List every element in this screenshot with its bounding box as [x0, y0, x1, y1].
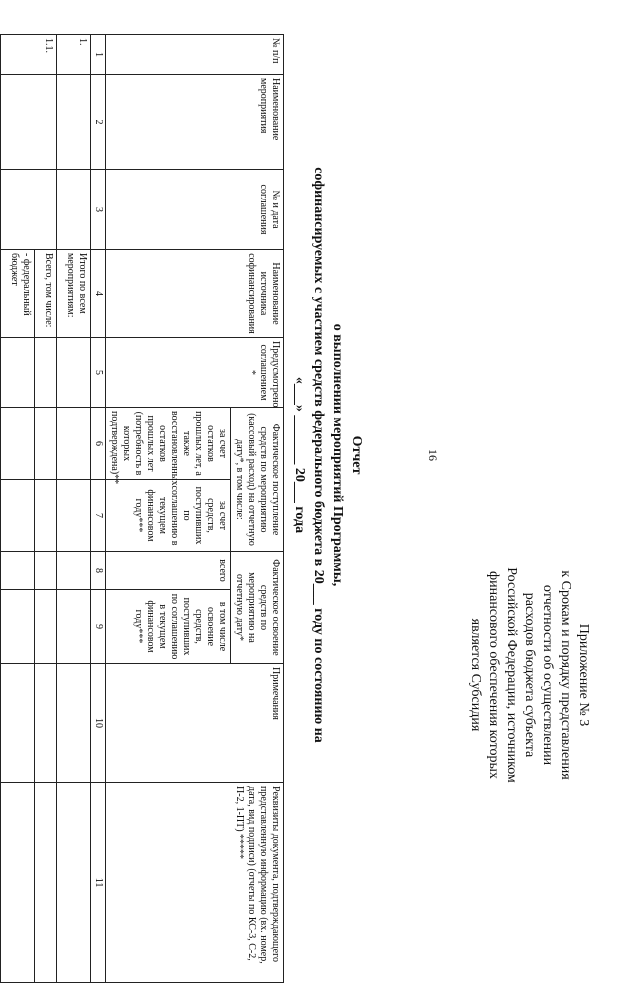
appendix-line: отчетности об осуществлении	[540, 584, 555, 766]
column-number: 4	[91, 250, 106, 338]
header-cell-planned: Предусмотрено соглашением *	[106, 338, 284, 408]
header-cell-prior-balances: за счет остатков прошлых лет, а также восстановленных остатков прошлых лет (потребность в которых подтверждена)**	[106, 408, 231, 480]
column-number: 11	[91, 783, 106, 983]
table-cell	[0, 590, 1, 664]
table-cell	[57, 590, 91, 664]
table-cell	[0, 664, 1, 783]
table-cell	[1, 783, 35, 983]
report-table	[0, 34, 284, 983]
appendix-line: Российской Федерации, источником	[504, 567, 519, 783]
header-cell-actual-receipt: Фактическое поступление средств по мероприятию (кассовый расход) на отчетную дату*, в том числе:	[231, 408, 284, 552]
table-cell	[57, 408, 91, 480]
table-cell	[35, 664, 57, 783]
table-cell	[1, 590, 35, 664]
table-cell	[1, 552, 35, 590]
column-number: 9	[91, 590, 106, 664]
column-number: 10	[91, 664, 106, 783]
column-number: 7	[91, 480, 106, 552]
header-cell-source: Наименование источника софинансирования	[106, 250, 284, 338]
table-cell	[57, 75, 91, 170]
header-cell-document: Реквизиты документа, подтверждающего представленную информацию (вх. номер, дата, вид подписи) (отчеты по КС-3, С-2, П-2, 1-ПТ) *****	[106, 783, 284, 983]
table-cell	[0, 783, 1, 983]
header-cell-current-use: в том числе освоение средств, поступивших по соглашению в текущем финансовом году***	[106, 590, 231, 664]
header-cell-agreement: № и дата соглашения	[106, 170, 284, 250]
header-cell-actual-use: Фактическое освоение средств по мероприятию на отчетную дату*	[231, 552, 284, 664]
row-source: Итого по всем мероприятиям:	[57, 250, 91, 338]
appendix-block	[466, 525, 592, 825]
table-cell	[1, 338, 35, 408]
table-cell	[0, 408, 1, 480]
column-number: 1	[91, 35, 106, 75]
table-cell	[57, 783, 91, 983]
report-date-line: «___» _______ 20___ года	[292, 376, 307, 534]
appendix-line: финансового обеспечения которых	[486, 571, 501, 779]
table-cell	[57, 170, 91, 250]
table-cell	[57, 552, 91, 590]
table-cell	[35, 590, 57, 664]
table-cell	[0, 75, 1, 170]
column-number: 3	[91, 170, 106, 250]
header-cell-current-receipts: за счет средств, поступивших по соглашению в текущем финансовом году***	[106, 480, 231, 552]
row-source: Всего, том числе:	[35, 250, 57, 338]
header-cell-number: № п/п	[106, 35, 284, 75]
page-number: 16	[426, 449, 440, 461]
table-row	[0, 35, 1, 983]
table-cell	[35, 783, 57, 983]
header-cell-event-name: Наименование мероприятия	[106, 75, 284, 170]
table-cell	[35, 552, 57, 590]
appendix-line: к Срокам и порядку представления	[558, 570, 573, 780]
table-cell	[1, 480, 35, 552]
table-cell	[1, 408, 35, 480]
report-subtitle-line1: о выполнении мероприятий Программы,	[330, 323, 345, 587]
row-number: 1.	[57, 35, 91, 75]
column-number: 8	[91, 552, 106, 590]
table-cell	[1, 664, 35, 783]
appendix-line: является Субсидия	[468, 618, 483, 732]
header-cell-total: всего	[106, 552, 231, 590]
table-cell	[35, 338, 57, 408]
table-cell	[57, 664, 91, 783]
column-number: 2	[91, 75, 106, 170]
column-number: 5	[91, 338, 106, 408]
appendix-line: Приложение № 3	[576, 623, 591, 727]
appendix-line: расходов бюджета субъекта	[522, 592, 537, 758]
table-cell	[35, 408, 57, 480]
table-row	[57, 35, 91, 983]
table-cell	[0, 552, 1, 590]
header-cell-notes: Примечания	[106, 664, 284, 783]
table-cell	[1, 170, 57, 250]
report-subtitle-line2: софинансируемых с участием средств федерального бюджета в 20___ году по состоянию на	[311, 167, 326, 743]
table-cell	[0, 480, 1, 552]
column-number: 6	[91, 408, 106, 480]
row-number: 1.1.	[1, 35, 57, 75]
column-number-row	[91, 35, 106, 983]
row-number	[0, 35, 1, 75]
row-source: - федеральный бюджет	[1, 250, 35, 338]
report-heading	[290, 120, 366, 790]
table-cell	[57, 338, 91, 408]
table-cell	[0, 170, 1, 250]
report-title: Отчет	[349, 435, 364, 475]
table-cell	[1, 75, 57, 170]
row-source	[0, 250, 1, 338]
header-row	[231, 35, 284, 983]
table-row	[35, 35, 57, 983]
table-cell	[57, 480, 91, 552]
table-cell	[35, 480, 57, 552]
table-cell	[0, 338, 1, 408]
